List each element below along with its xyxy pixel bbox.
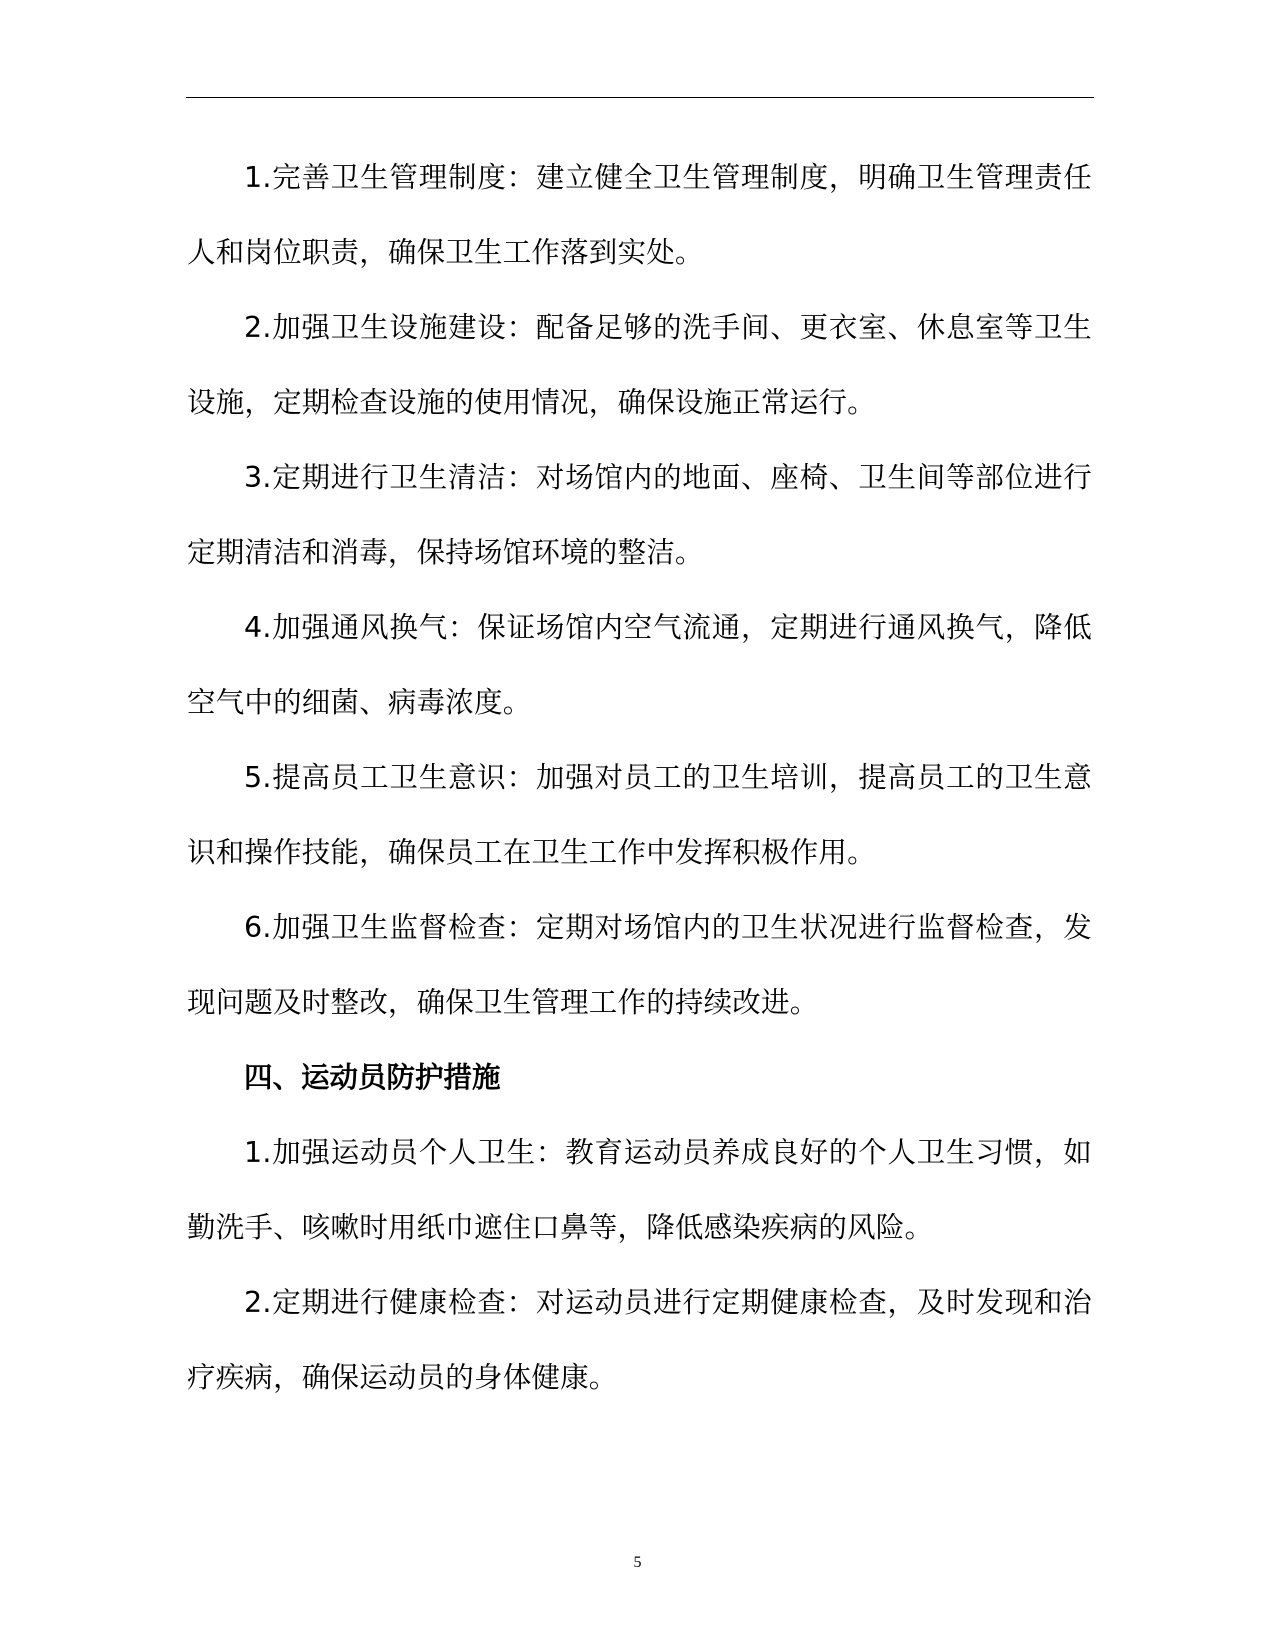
document-body — [187, 140, 1092, 1415]
paragraph: 2.定期进行健康检查：对运动员进行定期健康检查，及时发现和治疗疾病，确保运动员的身体健康。 — [187, 1286, 1092, 1394]
paragraph: 3.定期进行卫生清洁：对场馆内的地面、座椅、卫生间等部位进行定期清洁和消毒，保持场馆环境的整洁。 — [187, 461, 1092, 569]
section-heading: 四、运动员防护措施 — [244, 1061, 501, 1094]
paragraph: 2.加强卫生设施建设：配备足够的洗手间、更衣室、休息室等卫生设施，定期检查设施的使用情况，确保设施正常运行。 — [187, 311, 1092, 419]
paragraph: 1.完善卫生管理制度：建立健全卫生管理制度，明确卫生管理责任人和岗位职责，确保卫生工作落到实处。 — [187, 161, 1092, 269]
paragraph: 6.加强卫生监督检查：定期对场馆内的卫生状况进行监督检查，发现问题及时整改，确保卫生管理工作的持续改进。 — [187, 911, 1092, 1019]
page-number: 5 — [633, 1554, 642, 1571]
paragraph: 1.加强运动员个人卫生：教育运动员养成良好的个人卫生习惯，如勤洗手、咳嗽时用纸巾遮住口鼻等，降低感染疾病的风险。 — [187, 1136, 1092, 1244]
paragraph: 5.提高员工卫生意识：加强对员工的卫生培训，提高员工的卫生意识和操作技能，确保员工在卫生工作中发挥积极作用。 — [187, 761, 1092, 869]
header-rule — [186, 97, 1094, 98]
paragraph: 4.加强通风换气：保证场馆内空气流通，定期进行通风换气，降低空气中的细菌、病毒浓度。 — [187, 611, 1092, 719]
